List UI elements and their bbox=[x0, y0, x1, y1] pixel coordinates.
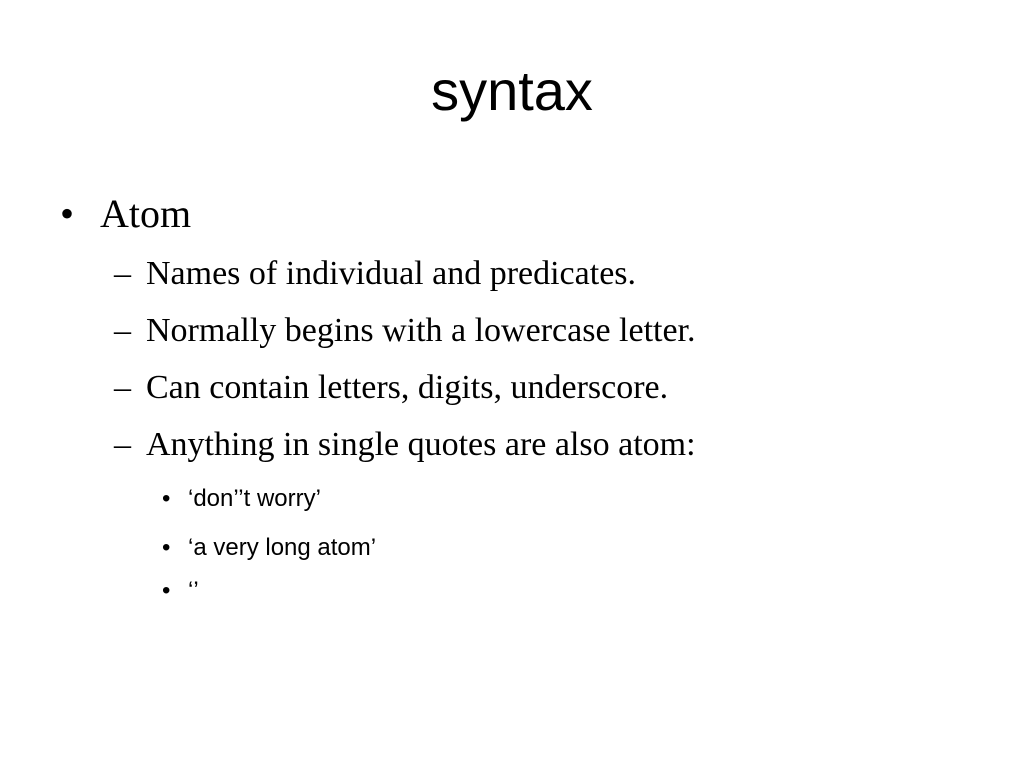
bullet-marker: • bbox=[162, 534, 171, 561]
bullet-marker: • bbox=[162, 577, 171, 604]
example-text: ‘a very long atom’ bbox=[188, 534, 377, 561]
example-text: ‘don’’t worry’ bbox=[188, 485, 321, 512]
sub-bullet-text: Names of individual and predicates. bbox=[146, 255, 637, 292]
sub-bullet-names bbox=[114, 254, 636, 294]
sub-bullet-lowercase bbox=[114, 311, 696, 351]
slide-title: syntax bbox=[431, 59, 593, 122]
sub-bullet-text: Anything in single quotes are also atom: bbox=[146, 426, 696, 463]
dash-marker: – bbox=[114, 255, 131, 292]
dash-marker: – bbox=[114, 312, 131, 349]
sub-bullet-quotes bbox=[114, 425, 696, 465]
example-dont-worry bbox=[162, 484, 321, 514]
bullet-marker: • bbox=[60, 191, 75, 236]
bullet-marker: • bbox=[162, 485, 171, 512]
example-long-atom bbox=[162, 533, 376, 563]
sub-bullet-text: Can contain letters, digits, underscore. bbox=[146, 369, 669, 406]
dash-marker: – bbox=[114, 426, 131, 463]
bullet-text: Atom bbox=[100, 191, 192, 236]
example-empty-atom bbox=[162, 576, 199, 606]
dash-marker: – bbox=[114, 369, 131, 406]
sub-bullet-text: Normally begins with a lowercase letter. bbox=[146, 312, 696, 349]
example-text: ‘’ bbox=[188, 577, 199, 604]
bullet-atom bbox=[60, 190, 191, 238]
sub-bullet-characters bbox=[114, 368, 668, 408]
